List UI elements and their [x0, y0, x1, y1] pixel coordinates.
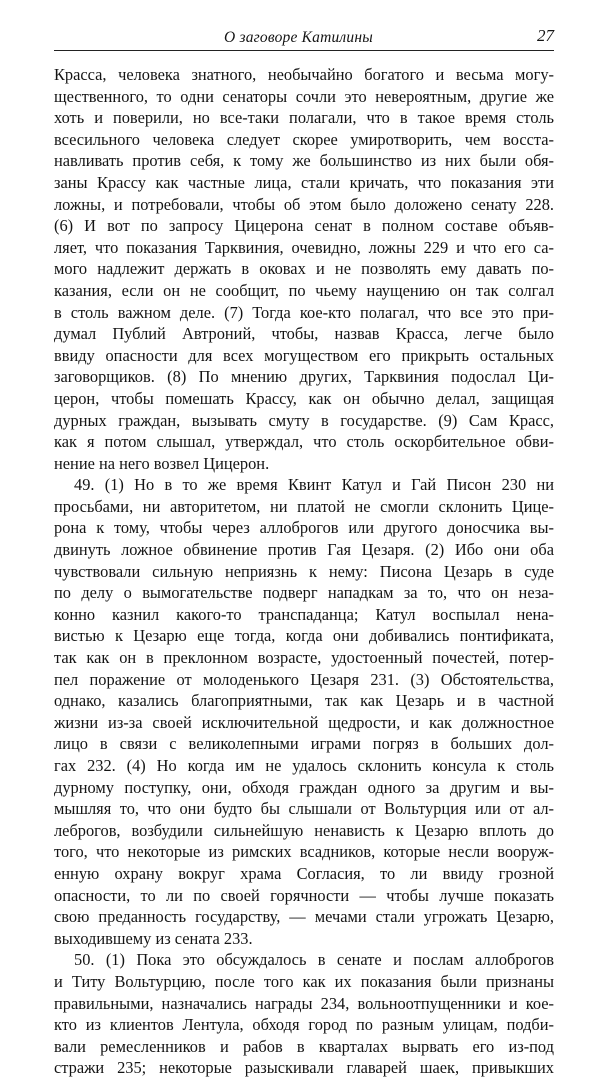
text-line: в столь важном деле. (7) Тогда кое-кто полагал, что все это при-	[54, 302, 554, 322]
text-line: 50. (1) Пока это обсуждалось в сенате и послам аллоброгов	[74, 950, 554, 970]
text-line: енную охрану вокруг храма Согласия, то ли ввиду грозной	[54, 863, 554, 883]
text-line: заны Крассу как частные лица, стали кричать, что показания эти	[54, 172, 554, 192]
page-number: 27	[537, 26, 554, 45]
text-line: лицо в связи с великолепными играми погряз в больших дол-	[54, 734, 554, 754]
text-line: церон, чтобы помешать Крассу, как он обычно делал, защищая	[54, 388, 554, 408]
book-page	[54, 26, 554, 1079]
text-line: пел поражение от молоденького Цезаря 231. (3) Обстоятельства,	[54, 669, 554, 689]
text-line: однако, казались благоприятными, так как Цезарь и в частной	[54, 691, 554, 711]
text-line: опасности, то ли по своей горячности — чтобы лучше показать	[54, 885, 554, 905]
text-line: дурному поступку, они, обходя граждан одного за другим и вы-	[54, 777, 554, 797]
text-line: жизни из-за своей исключительной щедрости, и как должностное	[54, 712, 554, 732]
text-line: стражи 235; некоторые разыскивали главарей шаек, привыкших	[54, 1058, 554, 1078]
text-line: дурных граждан, вызывать смуту в государстве. (9) Сам Красс,	[54, 410, 554, 430]
text-line: так как он в преклонном возрасте, удостоенный почестей, потер-	[54, 648, 554, 668]
text-line: выходившему из сената 233.	[54, 928, 253, 948]
text-line: свою преданность государству, — мечами стали угрожать Цезарю,	[54, 907, 554, 927]
text-line: мышляя то, что они будто бы слышали от Вольтурция или от ал-	[54, 799, 554, 819]
text-line: двинуть ложное обвинение против Гая Цезаря. (2) Ибо они оба	[54, 540, 554, 560]
text-line: ложны, и потребовали, чтобы об этом было доложено сенату 228.	[54, 194, 554, 214]
text-line: вистью к Цезарю еще тогда, когда они добивались понтификата,	[54, 626, 554, 646]
text-line: нение на него возвел Цицерон.	[54, 453, 270, 473]
text-line: казания, если он не сообщит, по чьему наущению он так солгал	[54, 280, 554, 300]
text-line: думал Публий Автроний, чтобы, назвав Красса, легче было	[54, 324, 554, 344]
running-head	[54, 26, 554, 51]
text-line: как я потом слышал, утверждал, что столь оскорбительное обви-	[54, 432, 554, 452]
text-line: навливать против себя, к тому же большинство из них были обя-	[54, 151, 554, 171]
text-line: Красса, человека знатного, необычайно богатого и весьма могу-	[54, 65, 554, 84]
text-line: правильными, назначались награды 234, вольноотпущенники и кое-	[54, 993, 554, 1013]
text-line: мого надлежит держать в оковах и не позволять ему давать по-	[54, 259, 554, 279]
running-title: О заговоре Катилины	[224, 29, 373, 46]
text-line: ляет, что показания Тарквиния, очевидно, ложны 229 и что его са-	[54, 237, 554, 257]
text-line: гах 232. (4) Но когда им не удалось склонить консула к столь	[54, 756, 554, 775]
text-line: леброгов, возбудили сильнейшую ненависть к Цезарю вплоть до	[54, 820, 554, 840]
text-line: просьбами, ни авторитетом, ни платой не смогли склонить Цице-	[54, 496, 554, 516]
text-line: заговорщиков. (8) По мнению других, Тарквиния подослал Ци-	[54, 367, 554, 387]
text-line: вали ремесленников и рабов в кварталах вырвать его из-под	[54, 1036, 554, 1056]
text-line: чувствовали сильную неприязнь к нему: Писона Цезарь в суде	[54, 561, 554, 581]
text-line: того, что некоторые из римских всадников, которые несли вооруж-	[54, 842, 554, 862]
text-line: хоть и поверили, но все-таки полагали, что в такое время столь	[54, 108, 554, 128]
text-line: 49. (1) Но в то же время Квинт Катул и Гай Писон 230 ни	[74, 475, 554, 495]
text-line: рона к тому, чтобы через аллоброгов или другого доносчика вы-	[54, 518, 554, 538]
text-line: ввиду опасности для всех могуществом его прикрыть остальных	[54, 345, 554, 365]
text-line: кто из клиентов Лентула, обходя город по разным улицам, подби-	[54, 1015, 554, 1035]
text-line: (6) И вот по запросу Цицерона сенат в полном составе объяв-	[54, 216, 554, 236]
text-line: конно казнил какого-то транспаданца; Катул воспылал нена-	[54, 604, 554, 624]
body-text	[54, 64, 554, 1079]
text-line: и Титу Вольтурцию, после того как их показания были признаны	[54, 971, 554, 991]
text-line: всесильного человека следует скорее умиротворить, чем восста-	[54, 129, 554, 149]
text-line: по делу о вымогательстве подверг нападкам за то, что он неза-	[54, 583, 554, 603]
text-line: щественного, то одни сенаторы сочли это невероятным, другие же	[54, 86, 554, 106]
